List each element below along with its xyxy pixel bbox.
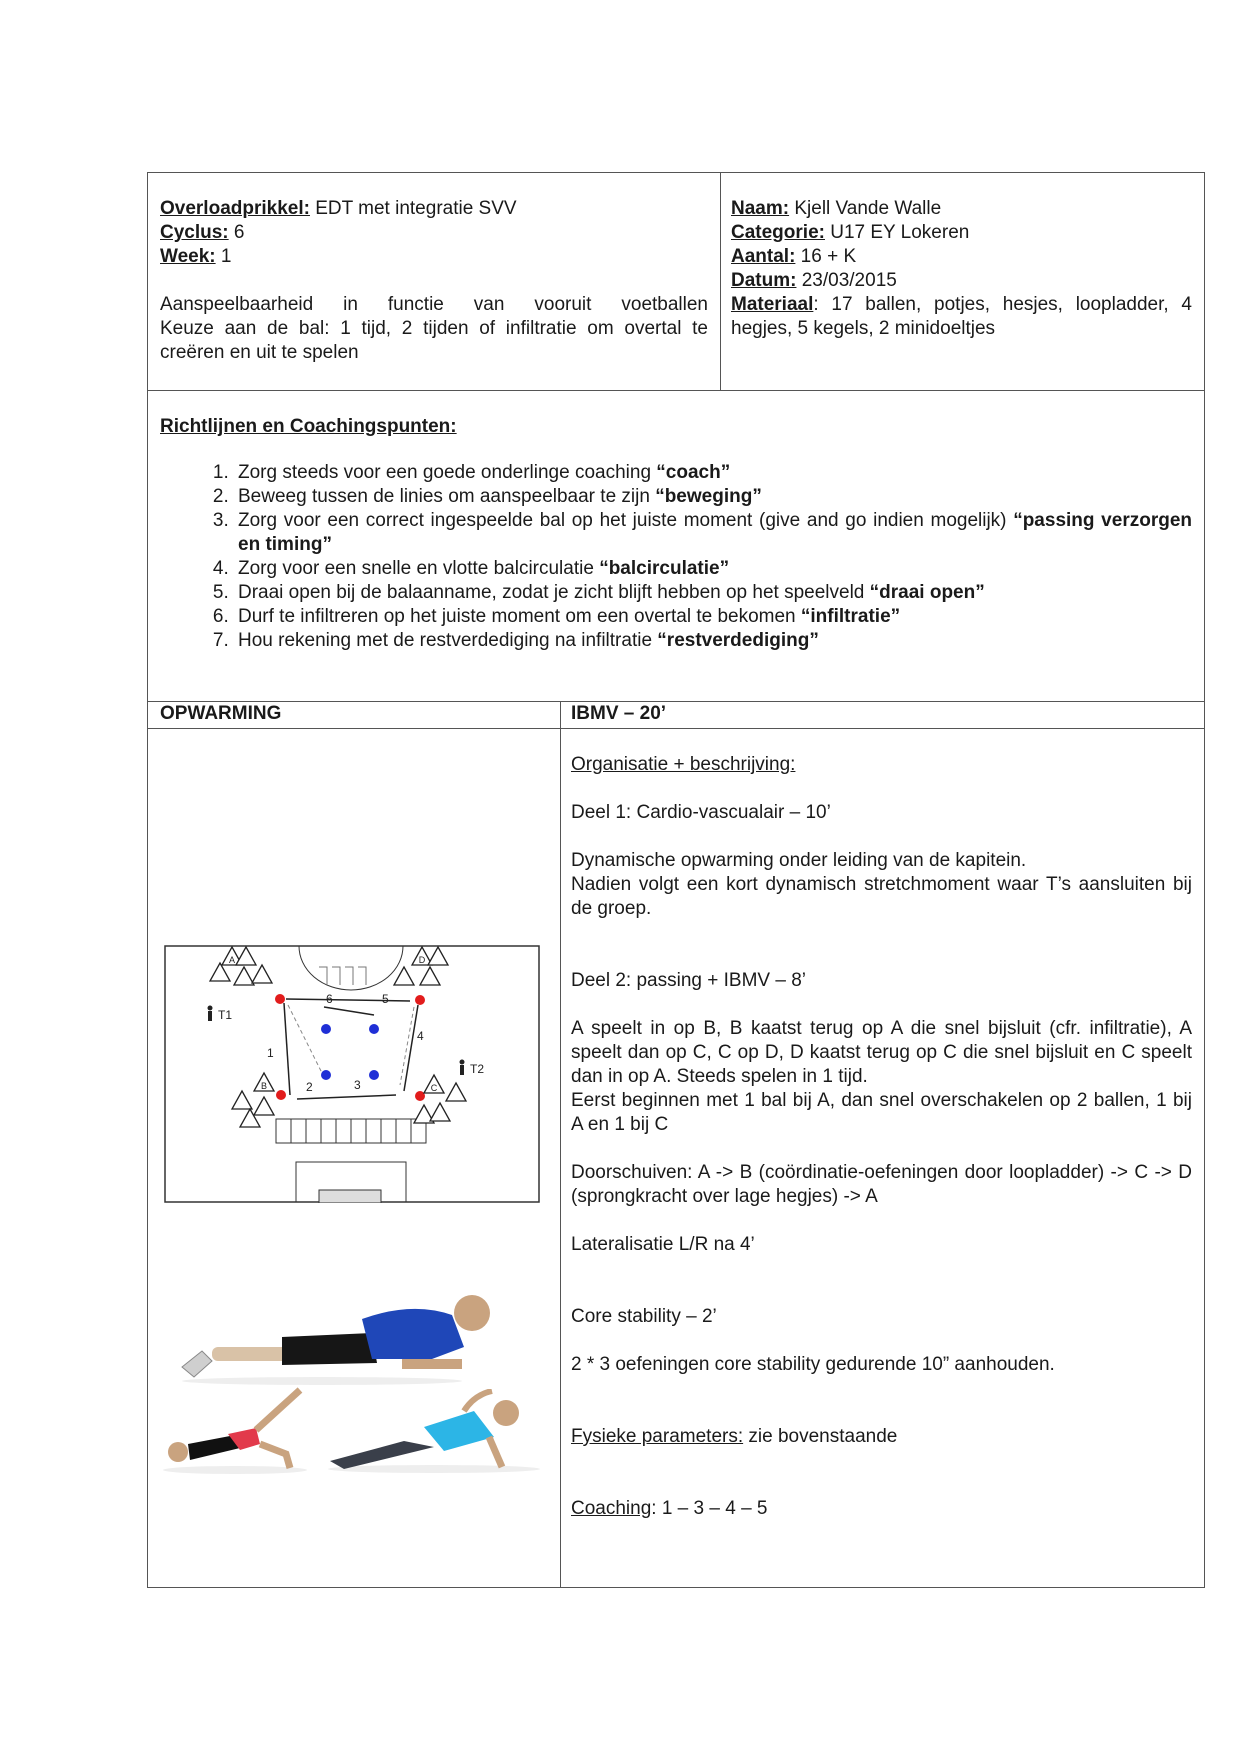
item-text: Durf te infiltreren op het juiste moment om een overtal te bekomen: [238, 606, 801, 627]
item-key: “beweging”: [655, 486, 762, 507]
exercise-row: [148, 728, 1204, 1587]
physical-label: Fysieke parameters:: [571, 1426, 744, 1447]
part2-title: Deel 2: passing + IBMV – 8’: [571, 970, 806, 991]
item-text: Zorg voor een snelle en vlotte balcirculatie: [238, 558, 600, 579]
path-label-2: 2: [306, 1080, 313, 1094]
header-left: [148, 173, 721, 390]
plank-exercise-image: [172, 1289, 492, 1389]
item-text: Zorg voor een correct ingespeelde bal op het juiste moment (give and go indien mogelijk): [238, 510, 1014, 531]
section-left-title: OPWARMING: [148, 702, 561, 728]
trainer-t2-label: T2: [470, 1062, 485, 1076]
date-value: 23/03/2015: [796, 270, 897, 291]
name-value: Kjell Vande Walle: [789, 198, 942, 219]
item-key: “passing verzorgen en timing”: [238, 510, 1192, 555]
session-sheet: [147, 172, 1205, 1588]
part1-title: Deel 1: Cardio-vascualair – 10’: [571, 802, 831, 823]
core-text: 2 * 3 oefeningen core stability gedurende 10” aanhouden.: [571, 1354, 1055, 1375]
rotation-text: Doorschuiven: A -> B (coördinatie-oefeningen door loopladder) -> C -> D (sprongkracht over lage hegjes) -> A: [571, 1162, 1192, 1207]
organisation-title: Organisatie + beschrijving:: [571, 754, 796, 775]
list-item: [234, 557, 1192, 581]
item-text: Beweeg tussen de linies om aanspeelbaar te zijn: [238, 486, 656, 507]
list-item: [234, 605, 1192, 629]
count-label: Aantal:: [731, 246, 796, 267]
item-key: “restverdediging”: [657, 630, 819, 651]
path-label-4: 4: [417, 1029, 424, 1043]
item-text: Hou rekening met de restverdediging na infiltratie: [238, 630, 658, 651]
name-label: Naam:: [731, 198, 790, 219]
trainer-t1-label: T1: [218, 1008, 233, 1022]
path-label-5: 5: [382, 992, 389, 1006]
exercise-visuals: [148, 729, 561, 1587]
item-key: “coach”: [656, 462, 731, 483]
guidelines-list: [160, 461, 1192, 653]
section-right-title: IBMV – 20’: [571, 703, 667, 724]
item-key: “balcirculatie”: [599, 558, 730, 579]
list-item: [234, 461, 1192, 485]
group-a-label: A: [228, 955, 236, 965]
list-item: [234, 629, 1192, 653]
part2-text-2: Eerst beginnen met 1 bal bij A, dan snel overschakelen op 2 ballen, 1 bij A en 1 bij C: [571, 1090, 1192, 1135]
item-text: Draai open bij de balaanname, zodat je zicht blijft hebben op het speelveld: [238, 582, 870, 603]
guidelines-section: [148, 390, 1204, 701]
description-line-1: Aanspeelbaarheid in functie van vooruit voetballen: [160, 294, 708, 315]
material-label: Materiaal: [731, 294, 814, 315]
list-item: [234, 509, 1192, 557]
week-label: Week:: [160, 246, 216, 267]
cycle-value: 6: [228, 222, 245, 243]
path-label-1: 1: [267, 1046, 274, 1060]
cycle-label: Cyclus:: [160, 222, 229, 243]
lateral-text: Lateralisatie L/R na 4’: [571, 1234, 755, 1255]
overload-label: Overloadprikkel:: [160, 198, 310, 219]
physical-value: zie bovenstaande: [743, 1426, 898, 1447]
material-value: : 17 ballen, potjes, hesjes, loopladder, 4 hegjes, 5 kegels, 2 minidoeltjes: [731, 294, 1192, 339]
group-d-label: D: [418, 955, 426, 965]
category-value: U17 EY Lokeren: [824, 222, 970, 243]
description-line-2: Keuze aan de bal: 1 tijd, 2 tijden of infiltratie om overtal te creëren en uit te spelen: [160, 318, 708, 363]
field-diagram: [164, 945, 540, 1203]
item-key: “infiltratie”: [800, 606, 901, 627]
side-plank-exercise-image: [324, 1389, 544, 1475]
guidelines-title: Richtlijnen en Coachingspunten:: [160, 416, 457, 437]
count-value: 16 + K: [795, 246, 857, 267]
overload-value: EDT met integratie SVV: [309, 198, 517, 219]
part2-text-1: A speelt in op B, B kaatst terug op A die snel bijsluit (cfr. infiltratie), A speelt dan op C, C op D, D kaatst terug op C die snel bijsluit en C speelt dan in op A. Steeds spelen in 1 tijd.: [571, 1018, 1192, 1087]
group-c-label: C: [430, 1083, 438, 1093]
part1-text-2: Nadien volgt een kort dynamisch stretchmoment waar T’s aansluiten bij de groep.: [571, 874, 1192, 919]
exercise-description: [561, 729, 1204, 1587]
list-item: [234, 581, 1192, 605]
list-item: [234, 485, 1192, 509]
coaching-value: : 1 – 3 – 4 – 5: [651, 1498, 768, 1519]
date-label: Datum:: [731, 270, 797, 291]
bridge-exercise-image: [160, 1384, 310, 1476]
category-label: Categorie:: [731, 222, 825, 243]
core-title: Core stability – 2’: [571, 1306, 717, 1327]
section-header-row: [148, 701, 1204, 728]
group-b-label: B: [260, 1081, 268, 1091]
coaching-label: Coaching: [571, 1498, 652, 1519]
item-text: Zorg steeds voor een goede onderlinge coaching: [238, 462, 657, 483]
week-value: 1: [215, 246, 232, 267]
path-label-3: 3: [354, 1078, 361, 1092]
path-label-6: 6: [326, 992, 333, 1006]
part1-text-1: Dynamische opwarming onder leiding van de kapitein.: [571, 850, 1027, 871]
item-key: “draai open”: [869, 582, 985, 603]
header-row: [148, 173, 1204, 390]
header-right: [721, 173, 1204, 390]
